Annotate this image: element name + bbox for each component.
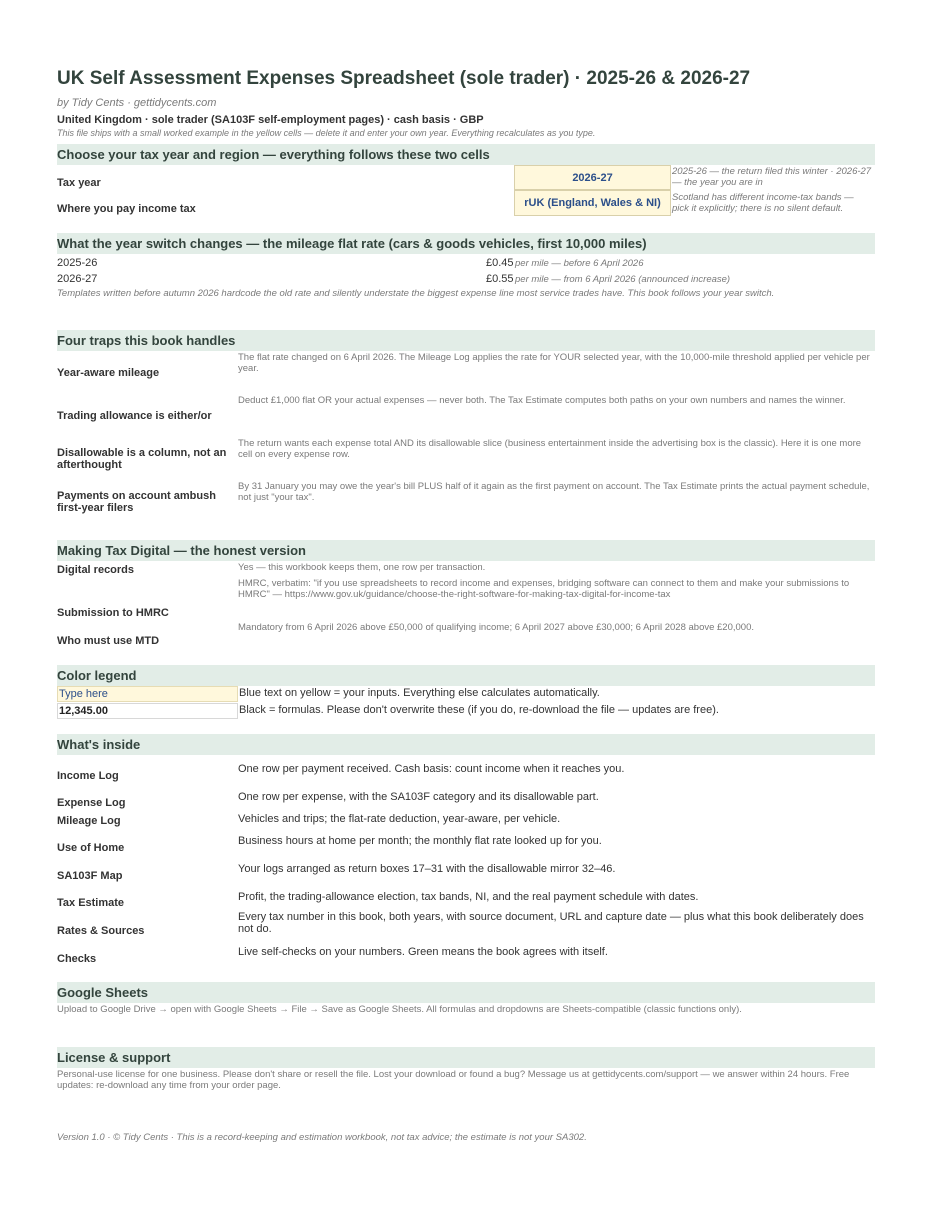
- trap-label: Disallowable is a column, not an afterthought: [57, 447, 227, 471]
- footer-note: Version 1.0 · © Tidy Cents · This is a record-keeping and estimation workbook, not tax advice; the estimate is not your SA302.: [57, 1132, 587, 1143]
- sheet-name: Tax Estimate: [57, 897, 125, 909]
- legend-formula-sample: 12,345.00: [57, 703, 238, 719]
- section-heading-legend: Color legend: [57, 665, 875, 686]
- mtd-label: Submission to HMRC: [57, 607, 169, 619]
- mileage-rate-2025: £0.45: [486, 257, 514, 269]
- mileage-note-2026: per mile — from 6 April 2026 (announced increase): [515, 274, 731, 285]
- license-text: Personal-use license for one business. Please don't share or resell the file. Lost your download or found a bug? Message us at gettidycents.com/support — we answer within 24 hours. Free updates: re-download any time from your order page.: [57, 1069, 850, 1091]
- section-heading-license: License & support: [57, 1047, 875, 1068]
- tax-year-label: Tax year: [57, 177, 101, 189]
- mileage-year-2026: 2026-27: [57, 273, 98, 285]
- sheet-name: Use of Home: [57, 842, 125, 854]
- trap-desc: The flat rate changed on 6 April 2026. The Mileage Log applies the rate for YOUR selected year, with the 10,000-mile threshold applied per vehicle per year.: [238, 352, 870, 374]
- sheet-name: Income Log: [57, 770, 119, 782]
- sheet-name: Expense Log: [57, 797, 126, 809]
- trap-label: Trading allowance is either/or: [57, 410, 212, 422]
- mileage-year-2025: 2025-26: [57, 257, 98, 269]
- region-label: Where you pay income tax: [57, 203, 196, 215]
- sheets-text: Upload to Google Drive → open with Google Sheets → File → Save as Google Sheets. All formulas and dropdowns are Sheets-compatible (classic functions only).: [57, 1004, 742, 1015]
- sheet-desc: One row per expense, with the SA103F category and its disallowable part.: [238, 791, 599, 803]
- sheet-desc: One row per payment received. Cash basis: count income when it reaches you.: [238, 763, 625, 775]
- trap-desc: Deduct £1,000 flat OR your actual expenses — never both. The Tax Estimate computes both paths on your own numbers and names the winner.: [238, 395, 846, 406]
- sheet-desc: Profit, the trading-allowance election, tax bands, NI, and the real payment schedule with dates.: [238, 891, 699, 903]
- sheet-desc: Business hours at home per month; the monthly flat rate looked up for you.: [238, 835, 602, 847]
- sheet-desc: Every tax number in this book, both years, with source document, URL and capture date — plus what this book deliberately does not do.: [238, 911, 864, 935]
- mtd-label: Digital records: [57, 564, 135, 576]
- section-heading-mtd: Making Tax Digital — the honest version: [57, 540, 875, 561]
- legend-formula-desc: Black = formulas. Please don't overwrite these (if you do, re-download the file — updates are free).: [239, 704, 719, 716]
- sheet-name: SA103F Map: [57, 870, 123, 882]
- sheet-name: Rates & Sources: [57, 925, 145, 937]
- section-heading-sheets: Google Sheets: [57, 982, 875, 1003]
- trap-label: Payments on account ambush first-year filers: [57, 490, 216, 514]
- mtd-label: Who must use MTD: [57, 635, 160, 647]
- mileage-note-2025: per mile — before 6 April 2026: [515, 258, 644, 269]
- region-note: Scotland has different income-tax bands — pick it explicitly; there is no silent default.: [672, 192, 854, 214]
- legend-input-desc: Blue text on yellow = your inputs. Everything else calculates automatically.: [239, 687, 600, 699]
- intro-note: This file ships with a small worked example in the yellow cells — delete it and enter your own year. Everything recalculates as you type.: [57, 128, 596, 138]
- sheet-desc: Vehicles and trips; the flat-rate deduction, year-aware, per vehicle.: [238, 813, 561, 825]
- trap-label: Year-aware mileage: [57, 367, 160, 379]
- section-heading-mileage: What the year switch changes — the mileage flat rate (cars & goods vehicles, first 10,000 miles): [57, 233, 875, 254]
- mtd-desc: Yes — this workbook keeps them, one row per transaction.: [238, 562, 486, 573]
- trap-desc: The return wants each expense total AND its disallowable slice (business entertainment inside the advertising box is the classic). Here it is one more cell on every expense row.: [238, 438, 862, 460]
- mileage-rate-2026: £0.55: [486, 273, 514, 285]
- legend-input-sample: Type here: [57, 686, 238, 702]
- tax-year-note: 2025-26 — the return filed this winter · 2026-27 — the year you are in: [672, 166, 872, 188]
- page-title: UK Self Assessment Expenses Spreadsheet (sole trader) · 2025-26 & 2026-27: [57, 68, 751, 89]
- trap-desc: By 31 January you may owe the year's bill PLUS half of it again as the first payment on account. The Tax Estimate prints the actual payment schedule, not just "your tax".: [238, 481, 870, 503]
- section-heading-traps: Four traps this book handles: [57, 330, 875, 351]
- section-heading-inside: What's inside: [57, 734, 875, 755]
- subheading: United Kingdom · sole trader (SA103F self-employment pages) · cash basis · GBP: [57, 114, 484, 126]
- sheet-name: Mileage Log: [57, 815, 121, 827]
- section-heading-choose: Choose your tax year and region — everything follows these two cells: [57, 144, 875, 165]
- sheet-desc: Live self-checks on your numbers. Green means the book agrees with itself.: [238, 946, 608, 958]
- mtd-desc: Mandatory from 6 April 2026 above £50,000 of qualifying income; 6 April 2027 above £30,000; 6 April 2028 above £20,000.: [238, 622, 755, 633]
- mileage-footnote: Templates written before autumn 2026 hardcode the old rate and silently understate the biggest expense line most service trades have. This book follows your year switch.: [57, 288, 775, 299]
- tax-year-input[interactable]: 2026-27: [514, 165, 671, 190]
- region-input[interactable]: rUK (England, Wales & NI): [514, 190, 671, 216]
- byline: by Tidy Cents · gettidycents.com: [57, 97, 217, 109]
- mtd-desc: HMRC, verbatim: "if you use spreadsheets to record income and expenses, bridging software can connect to them and make your submissions to HMRC" — https://www.gov.uk/guidance/choose-the-right-software-for-making-tax-digital-for-income-tax: [238, 578, 850, 600]
- sheet-name: Checks: [57, 953, 97, 965]
- sheet-desc: Your logs arranged as return boxes 17–31 with the disallowable mirror 32–46.: [238, 863, 616, 875]
